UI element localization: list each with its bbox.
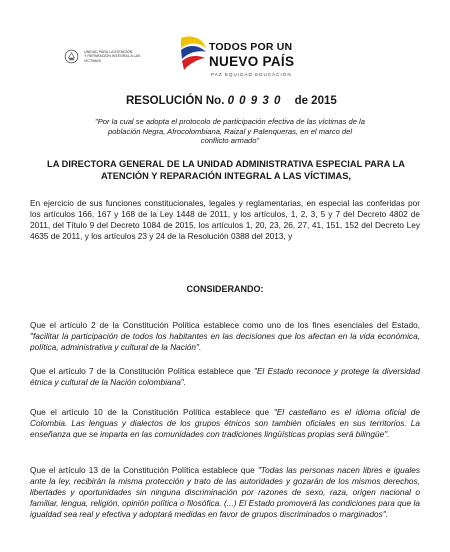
logo-left-text — [84, 50, 154, 63]
paragraph-intro: Que el artículo 2 de la Constitución Política establece como uno de los fines esenciales del Estado, — [30, 320, 420, 330]
todos-por-un-nuevo-pais-logo — [177, 34, 295, 77]
considerando-heading: CONSIDERANDO: — [186, 284, 264, 294]
considerando-paragraph-1 — [30, 320, 420, 353]
considerando-paragraph-4 — [30, 465, 420, 520]
paragraph-intro: Que el artículo 7 de la Constitución Política establece que — [30, 366, 254, 376]
paragraph-intro: Que el artículo 10 de la Constitución Política establece que — [30, 407, 274, 417]
unidad-victimas-logo — [64, 49, 154, 64]
logo-left-line1: UNIDAD PARA LA ATENCIÓN — [84, 49, 133, 54]
logo-left-line2: Y REPARACIÓN INTEGRAL A LAS VÍCTIMAS — [84, 54, 141, 63]
logo-right-line1: TODOS POR UN — [209, 41, 293, 53]
paragraph-quote: "El Estado reconoce y protege la diversidad étnica y cultural de la Nación colombiana". — [30, 366, 420, 387]
resolution-number: 0 0 9 3 0 — [227, 95, 282, 107]
resolution-title — [126, 95, 337, 107]
preamble-paragraph: En ejercicio de sus funciones constitucionales, legales y reglamentarias, en especial las conferidas por los artículos 166, 167 y 168 de la Ley 1448 de 2011, y los artículos, 1, 2, 3, 5 y 7 del Decreto 4802 de 2011, del Título 9 del Decreto 1084 de 2015, los artículos 1, 20, 23, 26, 27, 41, 151, 152 del Decreto Ley 4635 de 2011, y los artículos 23 y 24 de la Resolución 0388 del 2013, y — [30, 198, 420, 241]
colombia-flag-swoosh-icon — [177, 34, 209, 76]
paragraph-intro: Que el artículo 13 de la Constitución Política establece que — [30, 465, 258, 475]
paragraph-quote: "facilitar la participación de todos los habitantes en las decisiones que los afectan en la vida económica, política, administrativa y cultural de la Nación". — [30, 330, 420, 352]
considerando-paragraph-2 — [30, 366, 420, 388]
colombia-seal-icon — [64, 49, 79, 64]
resolution-label: RESOLUCIÓN No. — [126, 95, 225, 107]
paragraph-quote: "Todas las personas nacen libres e iguales ante la ley, recibirán la misma protección y trato de las autoridades y gozarán de los mismos derechos, libertades y oportunidades sin ninguna discriminación por razones de sexo, raza, origen nacional o familiar, lengua, religión, opinión política o filosófica. (...) El Estado promoverá las condiciones para que la igualdad sea real y efectiva y adoptará medidas en favor de grupos discriminados o marginados". — [30, 465, 420, 519]
considerando-paragraph-3 — [30, 407, 420, 440]
resolution-description: "Por la cual se adopta el protocolo de participación efectiva de las víctimas de la población Negra, Afrocolombiana, Raizal y Palenqueras, en el marco del conflicto armado" — [95, 117, 365, 146]
resolution-year: de 2015 — [294, 95, 337, 107]
logo-right-line2: NUEVO PAÍS — [209, 54, 295, 69]
paragraph-quote: "El castellano es el idioma oficial de Colombia. Las lenguas y dialectos de los grupos étnicos son también oficiales en sus territorios. La enseñanza que se imparta en las comunidades con tradiciones lingüísticas propias será bilingüe". — [30, 407, 420, 439]
directora-heading: LA DIRECTORA GENERAL DE LA UNIDAD ADMINISTRATIVA ESPECIAL PARA LA ATENCIÓN Y REPARACIÓN INTEGRAL A LAS VÍCTIMAS, — [47, 159, 405, 181]
logo-right-slogan: PAZ EQUIDAD EDUCACIÓN — [211, 72, 292, 77]
